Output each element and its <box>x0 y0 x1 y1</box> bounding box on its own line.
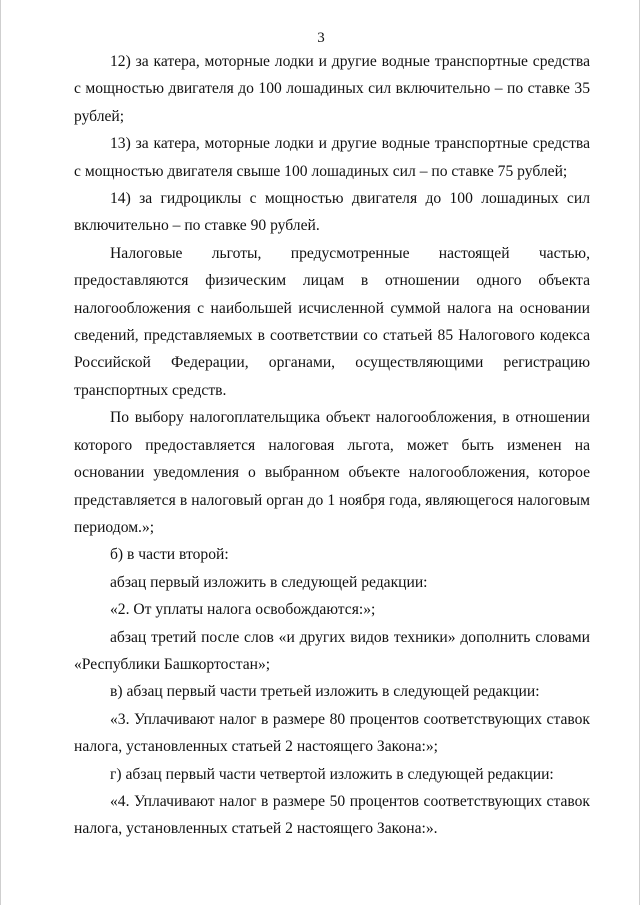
paragraph-quote-3: «3. Уплачивают налог в размере 80 процентов соответствующих ставок налога, установленных статьей 2 настоящего Закона:»; <box>74 710 590 756</box>
paragraph-part-three: в) абзац первый части третьей изложить в следующей редакции: <box>110 683 540 701</box>
paragraph-quote-2: «2. От уплаты налога освобождаются:»; <box>110 601 376 619</box>
paragraph-tax-benefits: Налоговые льготы, предусмотренные настоящей частью, предоставляются физическим лицам в отношении одного объекта налогообложения с наибольшей исчисленной суммой налога на основании сведений, представляемых в соответствии со статьей 85 Налогового кодекса Российской Федерации, органами, осуществляющими регистрацию транспортных средств. <box>74 244 590 399</box>
paragraph-taxpayer-choice: По выбору налогоплательщика объект налогообложения, в отношении которого предоставляется налоговая льгота, может быть изменен на основании уведомления о выбранном объекте налогообложения, которое представляется в налоговый орган до 1 ноября года, являющегося налоговым периодом.»; <box>74 409 590 536</box>
paragraph-item-12: 12) за катера, моторные лодки и другие водные транспортные средства с мощностью двигателя до 100 лошадиных сил включительно – по ставке 35 рублей; <box>74 53 590 125</box>
paragraph-item-14: 14) за гидроциклы с мощностью двигателя до 100 лошадиных сил включительно – по ставке 90 рублей. <box>74 190 590 235</box>
paragraph-quote-4: «4. Уплачивают налог в размере 50 процентов соответствующих ставок налога, установленных статьей 2 настоящего Закона:». <box>74 792 590 838</box>
paragraph-part-four: г) абзац первый части четвертой изложить в следующей редакции: <box>110 765 554 783</box>
paragraph-item-13: 13) за катера, моторные лодки и другие водные транспортные средства с мощностью двигателя свыше 100 лошадиных сил – по ставке 75 рублей; <box>74 135 590 180</box>
page-number: 3 <box>317 30 325 46</box>
paragraph-first-abzac: абзац первый изложить в следующей редакции: <box>110 573 428 591</box>
paragraph-part-two: б) в части второй: <box>110 546 229 564</box>
paragraph-third-abzac: абзац третий после слов «и других видов техники» дополнить словами «Республики Башкортостан»; <box>74 628 590 673</box>
document-body <box>74 48 590 843</box>
